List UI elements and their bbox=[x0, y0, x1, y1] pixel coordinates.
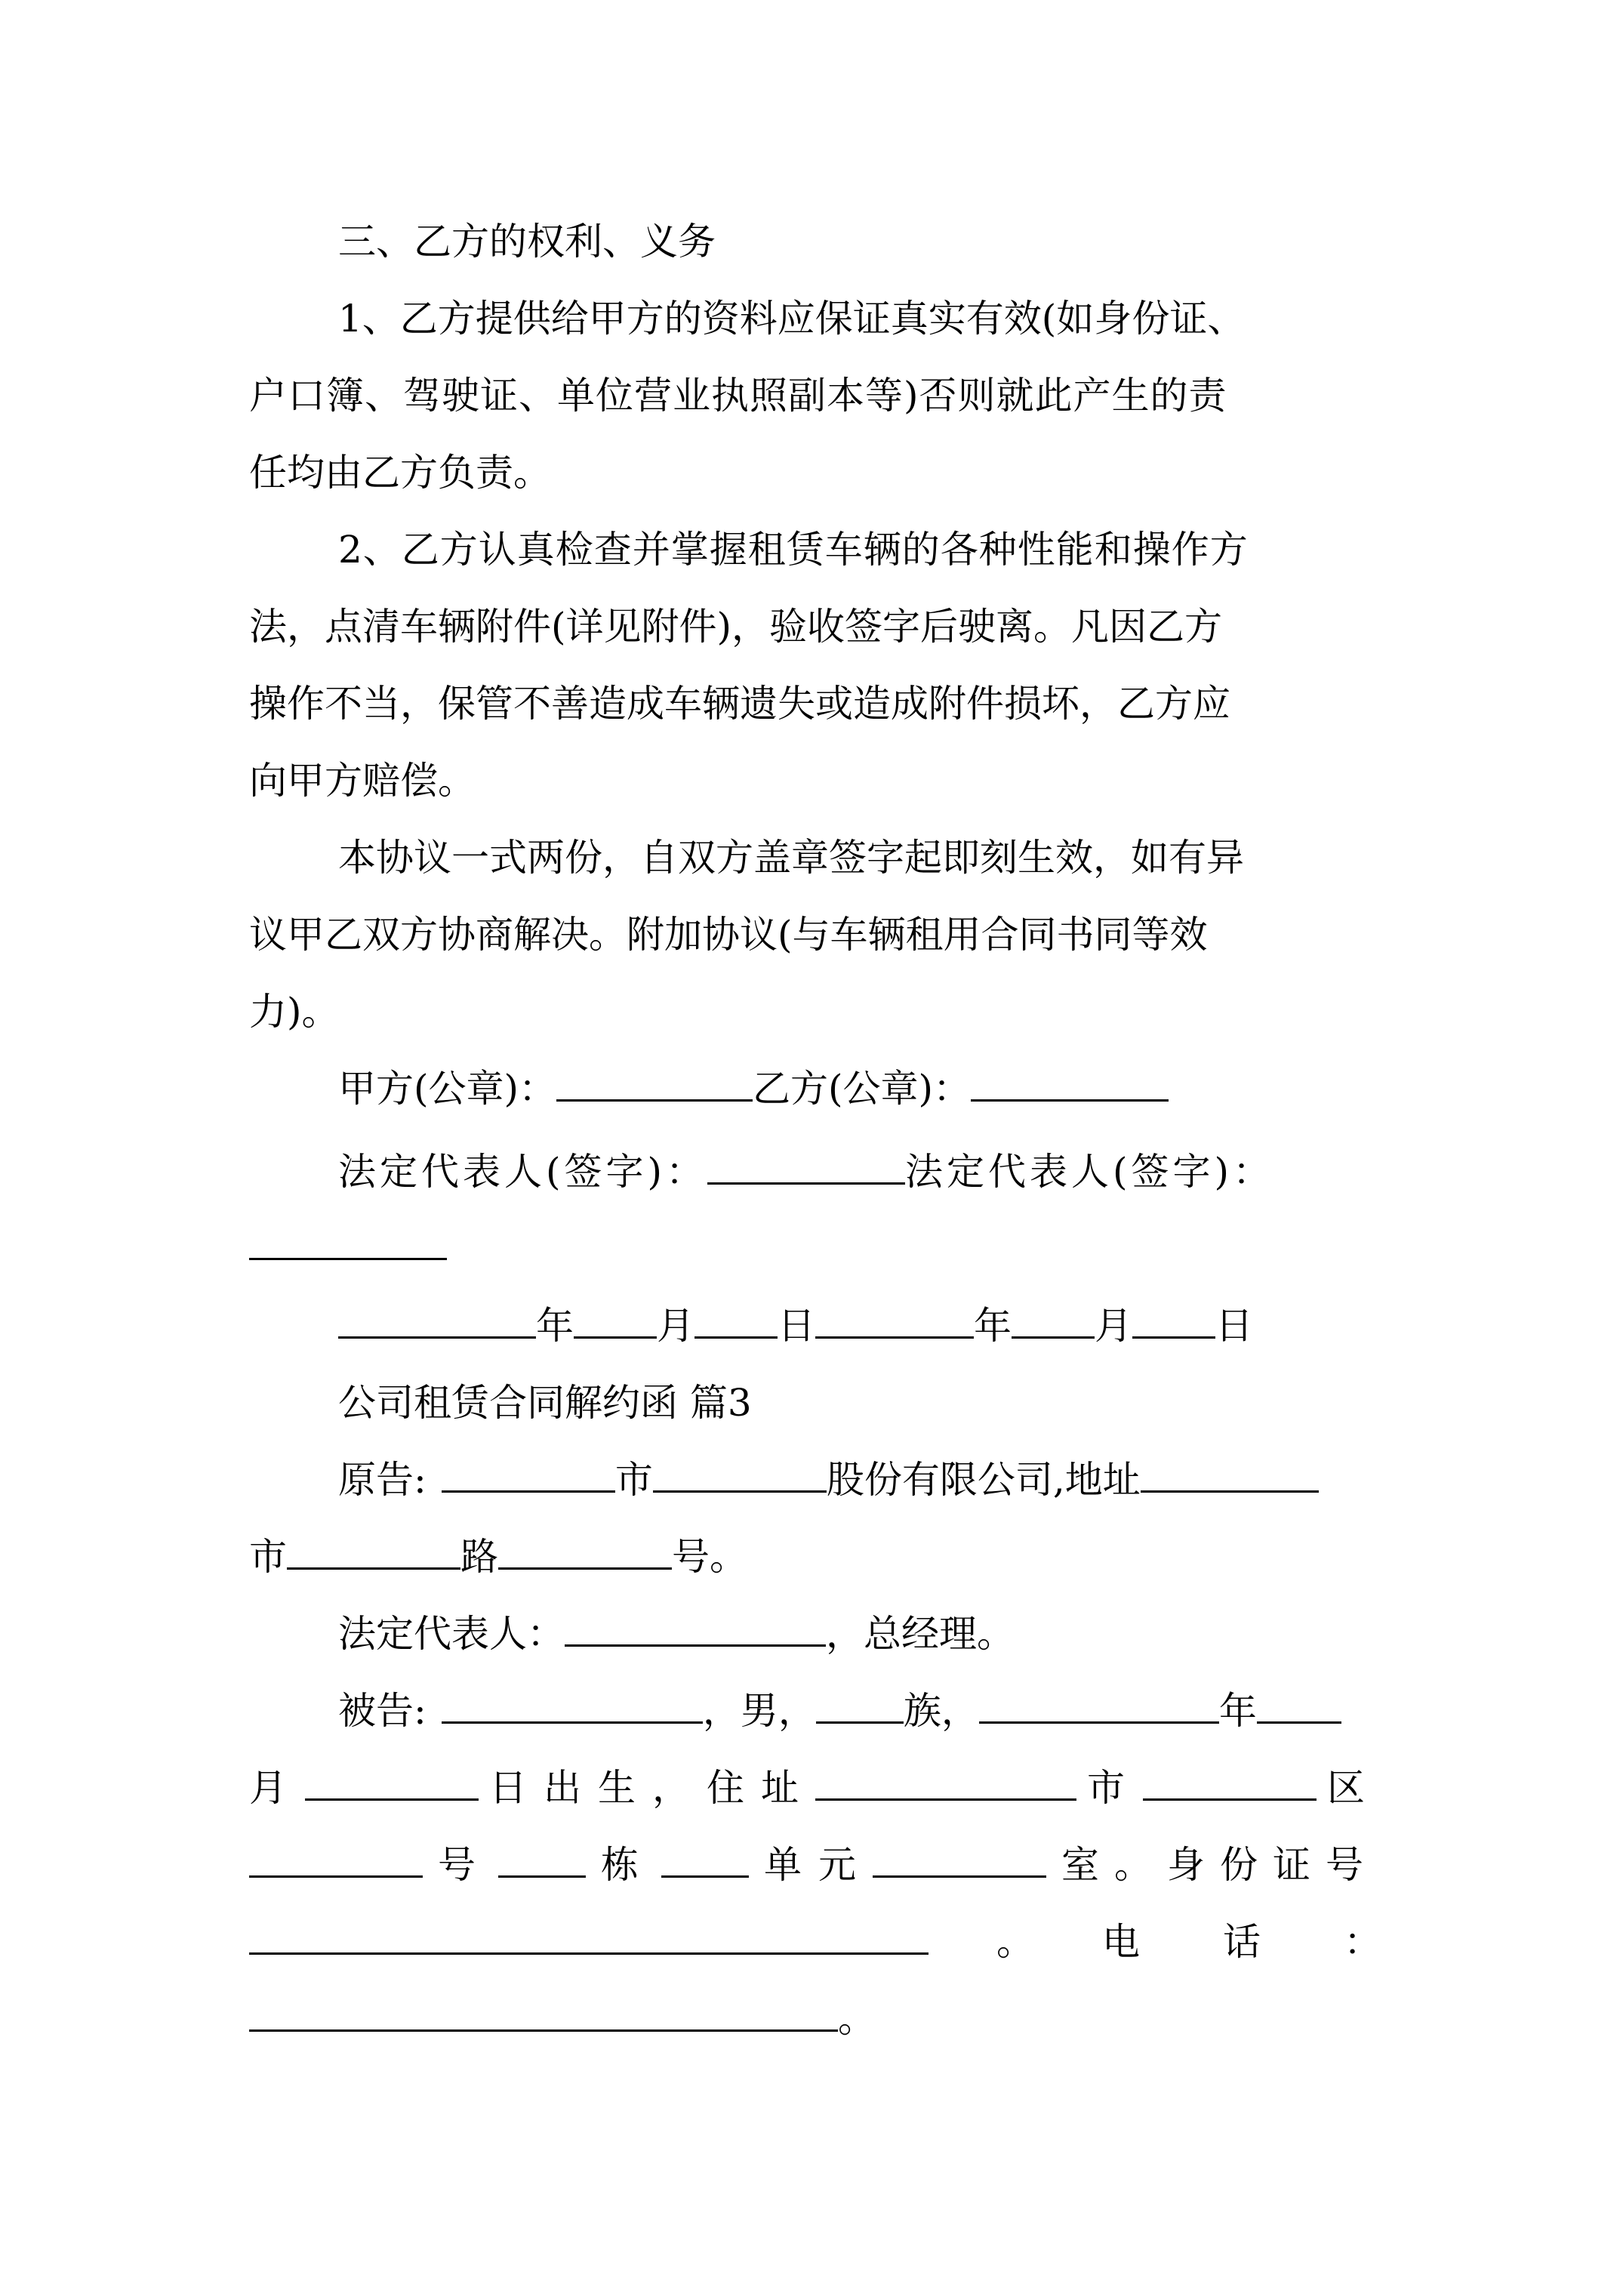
plaintiff-city-blank bbox=[442, 1460, 615, 1493]
birth-day-blank bbox=[305, 1768, 479, 1801]
city-label: 市 bbox=[614, 1458, 653, 1502]
clause-2-line-3: 操作不当，保管不善造成车辆遗失或造成附件损坏，乙方应 bbox=[249, 682, 1230, 726]
unit-label: 单元 bbox=[764, 1843, 873, 1887]
signature-seal-line bbox=[338, 1049, 1169, 1128]
born-label: 日出生，住址 bbox=[489, 1766, 815, 1810]
year-label: 年 bbox=[536, 1304, 574, 1348]
rep-label: 法定代表人： bbox=[338, 1612, 565, 1656]
number-label: 号。 bbox=[672, 1535, 747, 1579]
party-b-year-blank bbox=[815, 1306, 974, 1339]
ethnic-label: 族， bbox=[903, 1689, 979, 1733]
birth-year-blank bbox=[979, 1691, 1219, 1724]
party-b-rep-blank bbox=[249, 1228, 447, 1260]
building-label: 栋 bbox=[601, 1843, 646, 1887]
year-label: 年 bbox=[1218, 1689, 1257, 1733]
building-blank bbox=[498, 1845, 586, 1878]
birth-month-blank-start bbox=[1257, 1691, 1341, 1724]
id-period: 。 bbox=[996, 1920, 1034, 1964]
closing-line-1: 本协议一式两份，自双方盖章签字起即刻生效，如有异 bbox=[338, 836, 1244, 880]
room-blank bbox=[873, 1845, 1046, 1878]
year-label: 年 bbox=[974, 1304, 1012, 1348]
party-a-year-blank bbox=[338, 1306, 536, 1339]
plaintiff-company-blank bbox=[653, 1460, 827, 1493]
defendant-label: 被告: bbox=[338, 1689, 427, 1733]
phone-blank bbox=[249, 1999, 838, 2032]
rep-title: ，总经理。 bbox=[826, 1612, 1015, 1656]
party-b-month-blank bbox=[1012, 1306, 1095, 1339]
road-label: 路 bbox=[460, 1535, 498, 1579]
defendant-line-3 bbox=[249, 1826, 1378, 1904]
party-a-seal-blank bbox=[556, 1069, 753, 1102]
plaintiff-label: 原告: bbox=[338, 1458, 427, 1502]
clause-2-line-2: 法，点清车辆附件(详见附件)，验收签字后驶离。凡因乙方 bbox=[249, 605, 1223, 649]
city-label: 市 bbox=[249, 1535, 287, 1579]
signature-rep-line bbox=[338, 1133, 1274, 1211]
month-label: 月 bbox=[1095, 1304, 1132, 1348]
closing-line-3: 力)。 bbox=[249, 990, 340, 1034]
section-heading: 三、乙方的权利、义务 bbox=[338, 220, 716, 264]
party-b-rep-label: 法定代表人(签字)： bbox=[905, 1150, 1275, 1194]
company-label: 股份有限公司,地址 bbox=[826, 1458, 1141, 1502]
plaintiff-road-blank bbox=[287, 1537, 460, 1570]
defendant-line-5 bbox=[249, 1980, 876, 2058]
party-a-day-blank bbox=[694, 1306, 778, 1339]
plaintiff-line-1 bbox=[338, 1441, 1319, 1519]
signature-date-line bbox=[338, 1287, 1253, 1365]
closing-line-2: 议甲乙双方协商解决。附加协议(与车辆租用合同书同等效 bbox=[249, 913, 1208, 957]
plaintiff-line-2 bbox=[249, 1518, 747, 1596]
clause-2-line-4: 向甲方赔偿。 bbox=[249, 759, 476, 803]
rep-name-blank bbox=[565, 1614, 826, 1647]
address-number-blank bbox=[249, 1845, 423, 1878]
district-label: 区 bbox=[1327, 1766, 1372, 1810]
defendant-line-4 bbox=[249, 1903, 1464, 1981]
month-label: 月 bbox=[657, 1304, 694, 1348]
city-label: 市 bbox=[1087, 1766, 1132, 1810]
final-period: 。 bbox=[838, 1997, 876, 2041]
id-number-blank bbox=[249, 1922, 929, 1955]
party-a-rep-label: 法定代表人(签字)： bbox=[338, 1150, 708, 1194]
defendant-line-2 bbox=[249, 1749, 1372, 1827]
hao-label: 号 bbox=[438, 1843, 483, 1887]
signature-rep-blank-line bbox=[249, 1208, 447, 1287]
clause-2-line-1: 2、乙方认真检查并掌握租赁车辆的各种性能和操作方 bbox=[338, 528, 1249, 572]
address-district-blank bbox=[1143, 1768, 1317, 1801]
party-a-rep-blank bbox=[707, 1152, 905, 1185]
clause-1-line-1: 1、乙方提供给甲方的资料应保证真实有效(如身份证、 bbox=[338, 297, 1246, 341]
month-label: 月 bbox=[249, 1766, 294, 1810]
unit-blank bbox=[661, 1845, 749, 1878]
party-a-seal-label: 甲方(公章)： bbox=[338, 1067, 557, 1111]
ethnic-blank bbox=[816, 1691, 904, 1724]
plaintiff-number-blank bbox=[498, 1537, 672, 1570]
day-label: 日 bbox=[1215, 1304, 1253, 1348]
party-a-month-blank bbox=[574, 1306, 657, 1339]
defendant-line-1 bbox=[338, 1672, 1341, 1750]
address-city-blank bbox=[815, 1768, 1076, 1801]
party-b-seal-blank bbox=[971, 1069, 1169, 1102]
phone-label: 电话： bbox=[1102, 1920, 1464, 1964]
article-title: 公司租赁合同解约函 篇3 bbox=[338, 1381, 752, 1425]
day-label: 日 bbox=[778, 1304, 815, 1348]
defendant-name-blank bbox=[442, 1691, 703, 1724]
party-b-day-blank bbox=[1132, 1306, 1215, 1339]
party-b-seal-label: 乙方(公章)： bbox=[753, 1067, 972, 1111]
gender-label: ，男， bbox=[702, 1689, 816, 1733]
representative-line bbox=[338, 1595, 1015, 1673]
clause-1-line-3: 任均由乙方负责。 bbox=[249, 451, 551, 495]
plaintiff-address-blank bbox=[1141, 1460, 1319, 1493]
room-label: 室。身份证号 bbox=[1061, 1843, 1378, 1887]
clause-1-line-2: 户口簿、驾驶证、单位营业执照副本等)否则就此产生的责 bbox=[249, 374, 1227, 418]
